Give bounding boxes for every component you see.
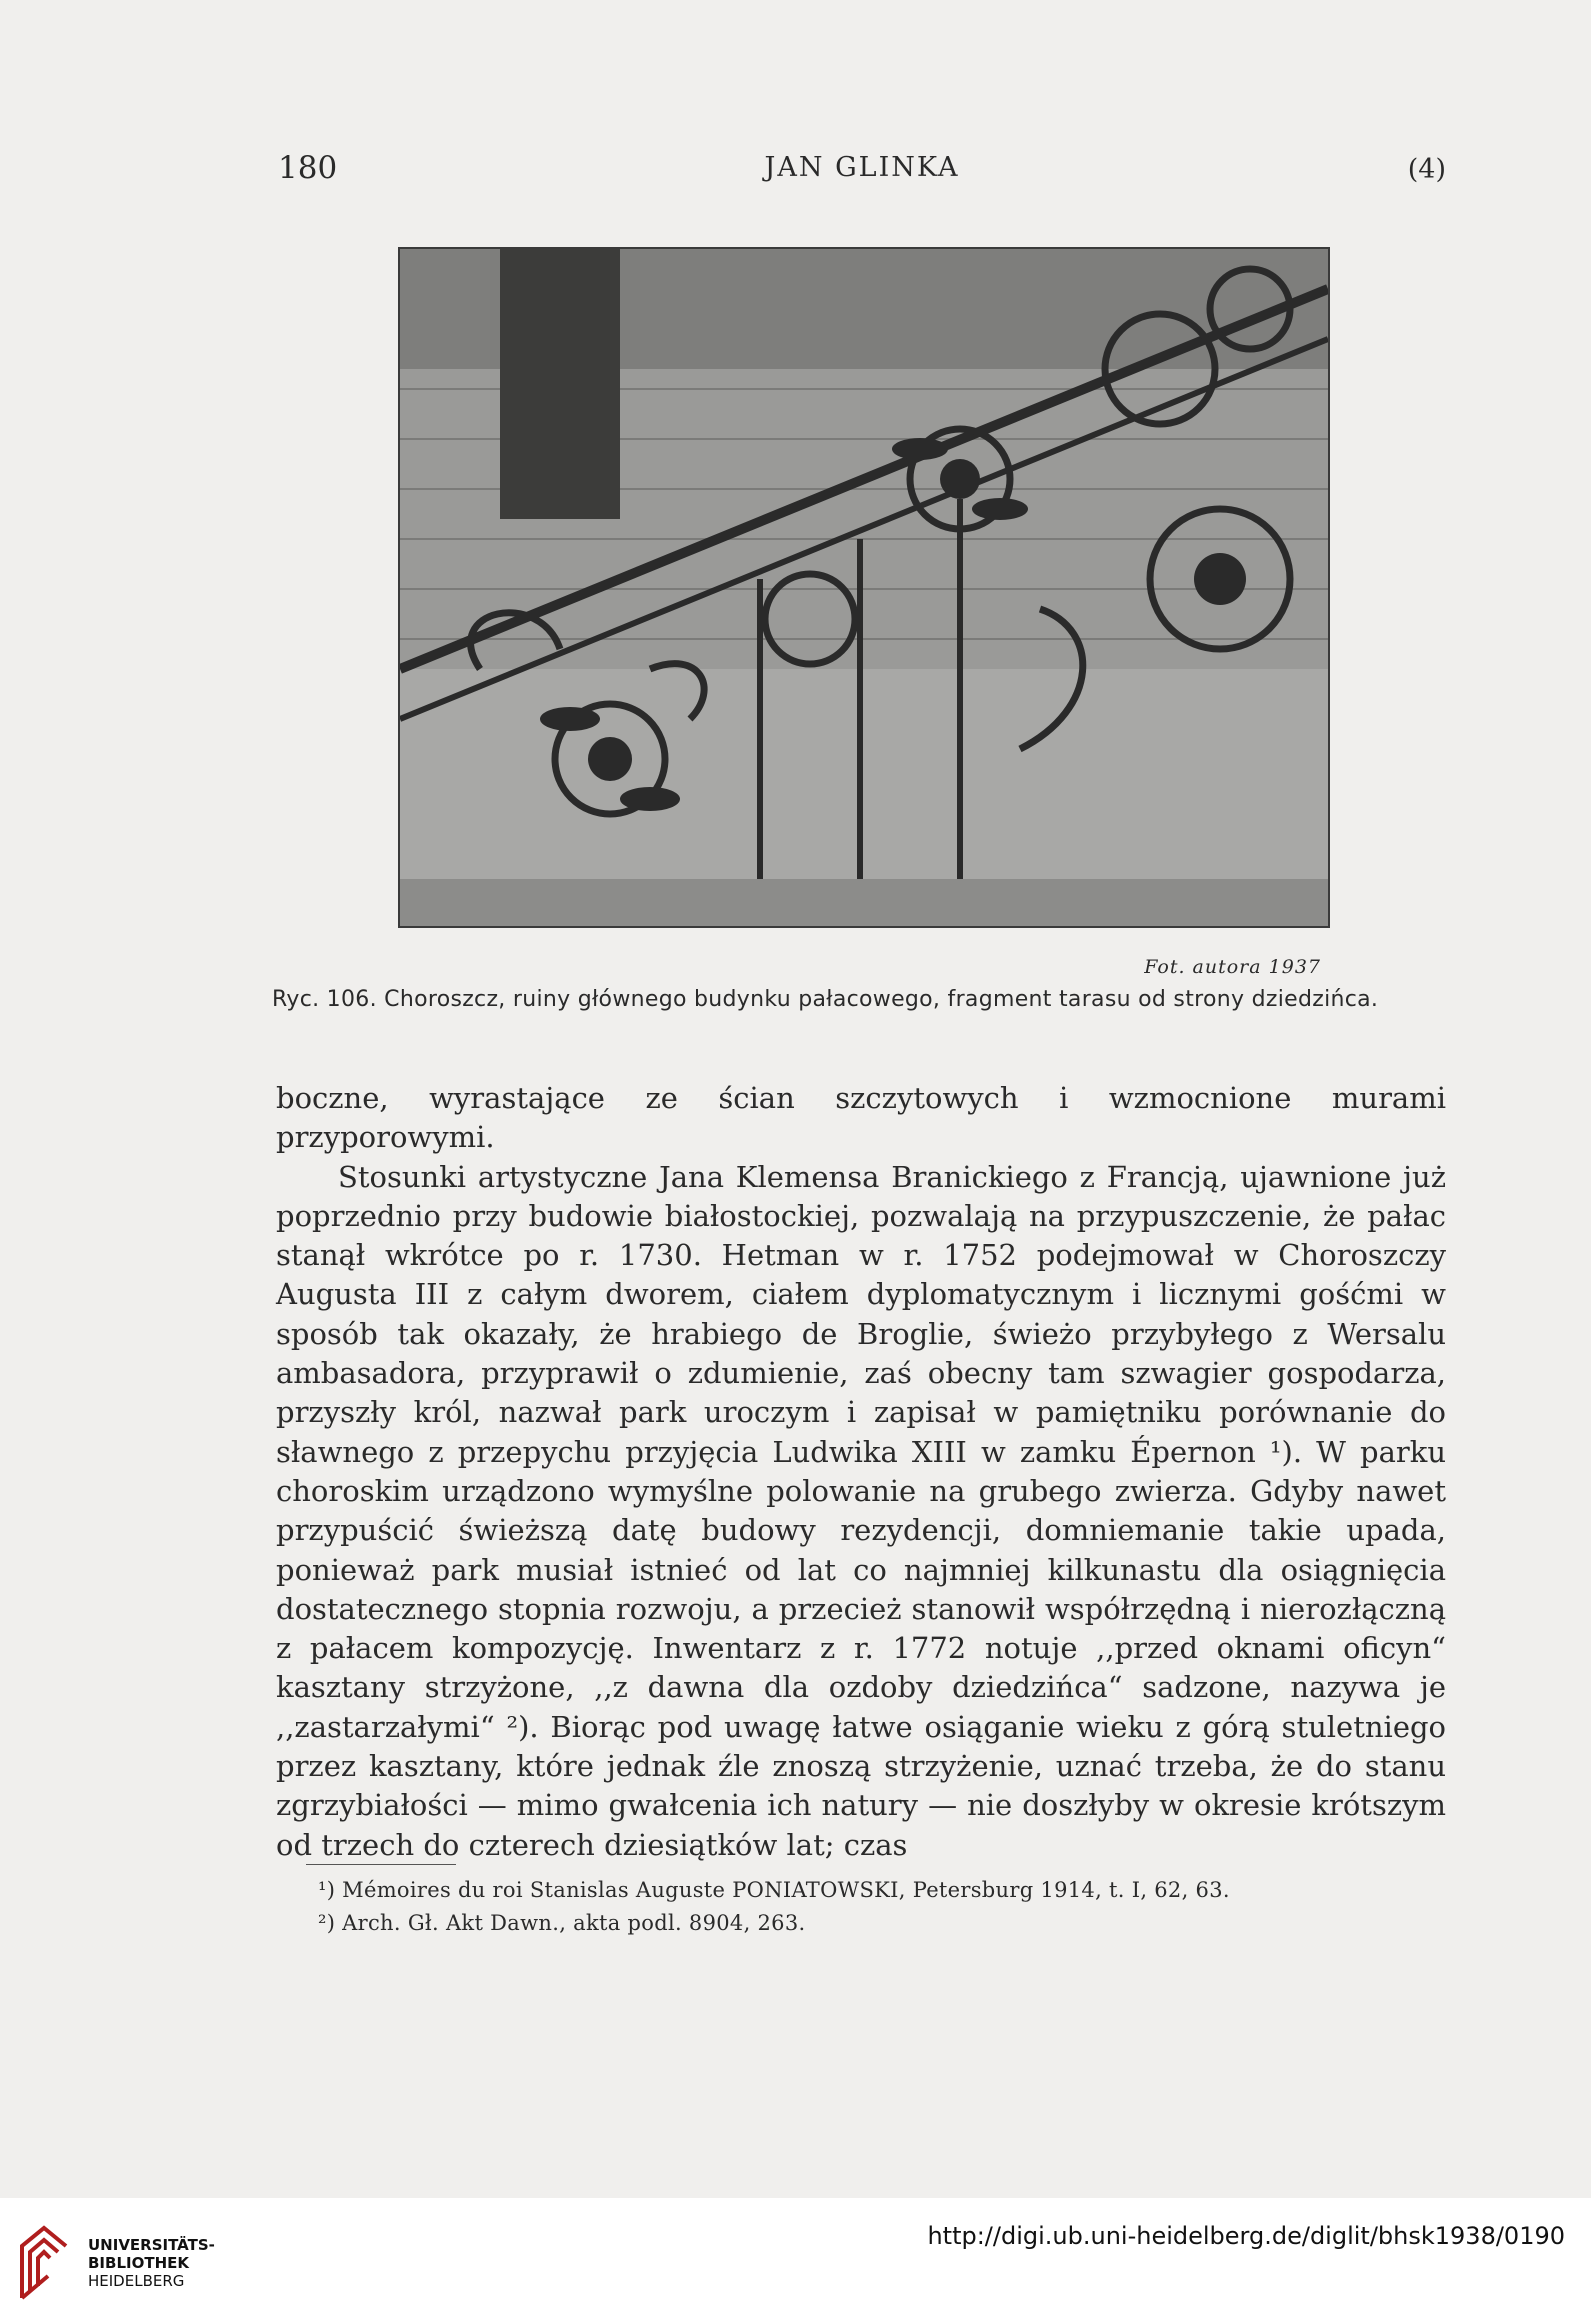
figure-photo-railing xyxy=(398,247,1330,928)
running-title: JAN GLINKA xyxy=(764,152,960,183)
viewer-footer xyxy=(0,2198,1591,2315)
library-name-line: BIBLIOTHEK xyxy=(88,2254,189,2272)
body-text xyxy=(276,1079,1446,1865)
footnote-divider xyxy=(306,1864,456,1865)
footnote: ¹) Mémoires du roi Stanislas Auguste PONIATOWSKI, Petersburg 1914, t. I, 62, 63. xyxy=(318,1878,1230,1902)
section-number: (4) xyxy=(1407,154,1446,185)
library-name xyxy=(88,2236,215,2290)
paragraph: Stosunki artystyczne Jana Klemensa Branickiego z Francją, ujawnione już poprzednio przy budowie białostockiej, pozwalają na przypuszczenie, że pałac stanął wkrótce po r. 1730. Hetman w r. 1752 podejmował w Choroszczy Augusta III z całym dworem, ciałem dyplomatycznym i licznymi gośćmi w sposób tak okazały, że hrabiego de Broglie, świeżo przybyłego z Wersalu ambasadora, przyprawił o zdumienie, zaś obecny tam szwagier gospodarza, przyszły król, nazwał park uroczym i zapisał w pamiętniku porównanie do sławnego z przepychu przyjęcia Ludwika XIII w zamku Épernon ¹). W parku choroskim urządzono wymyślne polowanie na grubego zwierza. Gdyby nawet przypuścić świeższą datę budowy rezydencji, domniemanie takie upada, ponieważ park musiał istnieć od lat co najmniej kilkunastu dla osiągnięcia dostatecznego stopnia rozwoju, a przecież stanowił współrzędną i nierozłączną z pałacem kompozycję. Inwentarz z r. 1772 notuje ,,przed oknami oficyn“ kasztany strzyżone, ,,z dawna dla ozdoby dziedzińca“ sadzone, nazywa je ,,zastarzałymi“ ²). Biorąc pod uwagę łatwe osiąganie wieku z górą stuletniego przez kasztany, które jednak źle znoszą strzyżenie, uznać trzeba, że do stanu zgrzybiałości — mimo gwałcenia ich natury — nie doszłyby w okresie krótszym od trzech do czterech dziesiątków lat; czas xyxy=(276,1159,1446,1862)
page-number: 180 xyxy=(278,150,338,186)
library-name-line: UNIVERSITÄTS- xyxy=(88,2236,215,2254)
paragraph: boczne, wyrastające ze ścian szczytowych i wzmocnione murami przyporowymi. xyxy=(276,1081,1446,1155)
running-header xyxy=(278,150,1446,194)
photo-credit: Fot. autora 1937 xyxy=(1144,956,1321,978)
figure-caption: Ryc. 106. Choroszcz, ruiny głównego budynku pałacowego, fragment tarasu od strony dziedzińca. xyxy=(272,987,1379,1012)
library-name-line: HEIDELBERG xyxy=(88,2272,185,2290)
library-logo-icon xyxy=(14,2206,74,2306)
footnotes xyxy=(278,1874,1448,1940)
footnote: ²) Arch. Gł. Akt Dawn., akta podl. 8904, 263. xyxy=(318,1911,806,1935)
permalink-url[interactable]: http://digi.ub.uni-heidelberg.de/diglit/bhsk1938/0190 xyxy=(927,2222,1565,2250)
wrought-iron-railing-illustration xyxy=(400,249,1328,926)
